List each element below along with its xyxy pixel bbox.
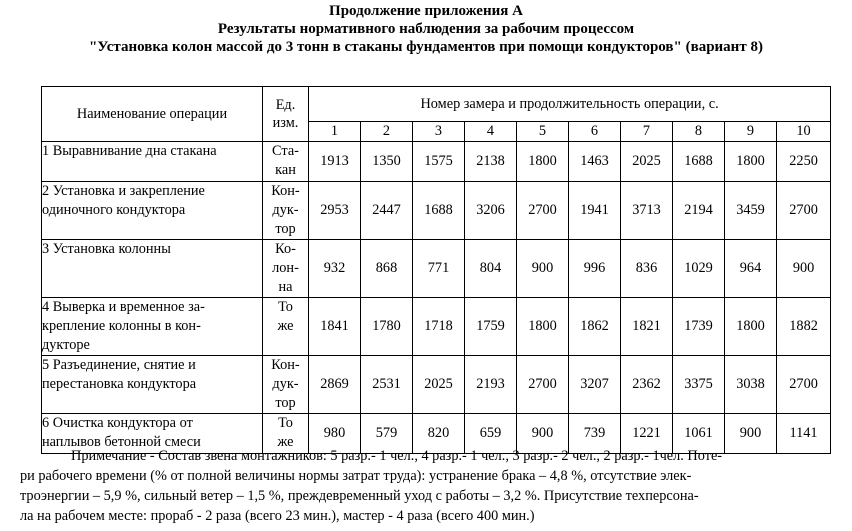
measurement-number: 8 xyxy=(673,122,725,142)
measurement-number: 4 xyxy=(465,122,517,142)
observation-table xyxy=(41,86,831,454)
duration-value: 1913 xyxy=(309,142,361,182)
duration-value: 1141 xyxy=(777,414,831,454)
duration-value: 964 xyxy=(725,240,777,298)
unit-of-measure: То же xyxy=(263,414,309,454)
duration-value: 1739 xyxy=(673,298,725,356)
duration-value: 900 xyxy=(517,414,569,454)
duration-value: 1862 xyxy=(569,298,621,356)
duration-value: 1688 xyxy=(413,182,465,240)
measurement-number: 5 xyxy=(517,122,569,142)
table-row xyxy=(42,240,831,298)
duration-value: 3038 xyxy=(725,356,777,414)
duration-value: 2531 xyxy=(361,356,413,414)
duration-value: 771 xyxy=(413,240,465,298)
duration-value: 900 xyxy=(725,414,777,454)
measurement-number: 2 xyxy=(361,122,413,142)
unit-of-measure: Кон- дук- тор xyxy=(263,182,309,240)
unit-of-measure: Ко- лон- на xyxy=(263,240,309,298)
duration-value: 996 xyxy=(569,240,621,298)
operation-name: 6 Очистка кондуктора от наплывов бетонной смеси xyxy=(42,414,263,454)
duration-value: 900 xyxy=(517,240,569,298)
duration-value: 3713 xyxy=(621,182,673,240)
duration-value: 1061 xyxy=(673,414,725,454)
duration-value: 3206 xyxy=(465,182,517,240)
duration-value: 659 xyxy=(465,414,517,454)
table-row xyxy=(42,298,831,356)
table-body xyxy=(42,142,831,454)
duration-value: 1941 xyxy=(569,182,621,240)
operation-name: 2 Установка и закрепление одиночного кондуктора xyxy=(42,182,263,240)
duration-value: 1780 xyxy=(361,298,413,356)
duration-value: 1029 xyxy=(673,240,725,298)
duration-value: 1759 xyxy=(465,298,517,356)
duration-value: 2025 xyxy=(621,142,673,182)
duration-value: 2362 xyxy=(621,356,673,414)
operation-name: 4 Выверка и временное за- крепление колонны в кон- дукторе xyxy=(42,298,263,356)
appendix-continuation-title: Продолжение приложения А xyxy=(329,3,523,19)
duration-value: 1688 xyxy=(673,142,725,182)
duration-value: 1718 xyxy=(413,298,465,356)
note-line: троэнергии – 5,9 %, сильный ветер – 1,5 %, преждевременный уход с работы – 3,2 %. Присутствие техперсона- xyxy=(20,488,699,504)
duration-value: 2193 xyxy=(465,356,517,414)
duration-value: 932 xyxy=(309,240,361,298)
duration-value: 3375 xyxy=(673,356,725,414)
measurement-number: 10 xyxy=(777,122,831,142)
duration-value: 2447 xyxy=(361,182,413,240)
table-row xyxy=(42,142,831,182)
measurement-number: 1 xyxy=(309,122,361,142)
duration-value: 2138 xyxy=(465,142,517,182)
note-line: ла на рабочем месте: прораб - 2 раза (всего 23 мин.), мастер - 4 раза (всего 400 мин.) xyxy=(20,508,535,524)
unit-column-header: Ед. изм. xyxy=(263,87,309,142)
unit-of-measure: То же xyxy=(263,298,309,356)
duration-value: 900 xyxy=(777,240,831,298)
measurement-number: 9 xyxy=(725,122,777,142)
duration-value: 2953 xyxy=(309,182,361,240)
duration-value: 1800 xyxy=(725,142,777,182)
table-row xyxy=(42,182,831,240)
duration-value: 1221 xyxy=(621,414,673,454)
measurement-number: 7 xyxy=(621,122,673,142)
duration-value: 2869 xyxy=(309,356,361,414)
results-title: Результаты нормативного наблюдения за рабочим процессом xyxy=(217,21,635,37)
unit-of-measure: Кон- дук- тор xyxy=(263,356,309,414)
operation-name: 3 Установка колонны xyxy=(42,240,263,298)
measurement-column-header: Номер замера и продолжительность операции, с. xyxy=(309,87,831,122)
duration-value: 739 xyxy=(569,414,621,454)
duration-value: 3459 xyxy=(725,182,777,240)
duration-value: 3207 xyxy=(569,356,621,414)
duration-value: 1463 xyxy=(569,142,621,182)
table-row xyxy=(42,356,831,414)
measurement-number: 6 xyxy=(569,122,621,142)
duration-value: 2194 xyxy=(673,182,725,240)
duration-value: 1350 xyxy=(361,142,413,182)
duration-value: 820 xyxy=(413,414,465,454)
note-line: ри рабочего времени (% от полной величины нормы затрат труда): устранение брака – 4,8 %, отсутствие элек- xyxy=(20,468,692,484)
operation-name: 5 Разъединение, снятие и перестановка кондуктора xyxy=(42,356,263,414)
duration-value: 2700 xyxy=(517,182,569,240)
duration-value: 1800 xyxy=(725,298,777,356)
note-paragraph xyxy=(20,446,830,526)
measurement-number: 3 xyxy=(413,122,465,142)
note-line: Примечание - Состав звена монтажников: 5 разр.- 1 чел., 4 разр.- 1 чел., 3 разр.- 2 чел., 2 разр.- 1чел. Поте- xyxy=(71,448,723,464)
duration-value: 2025 xyxy=(413,356,465,414)
duration-value: 1882 xyxy=(777,298,831,356)
duration-value: 2250 xyxy=(777,142,831,182)
duration-value: 1575 xyxy=(413,142,465,182)
duration-value: 980 xyxy=(309,414,361,454)
operation-column-header: Наименование операции xyxy=(42,87,263,142)
duration-value: 2700 xyxy=(777,182,831,240)
duration-value: 804 xyxy=(465,240,517,298)
duration-value: 1821 xyxy=(621,298,673,356)
duration-value: 836 xyxy=(621,240,673,298)
operation-name: 1 Выравнивание дна стакана xyxy=(42,142,263,182)
duration-value: 579 xyxy=(361,414,413,454)
unit-of-measure: Ста- кан xyxy=(263,142,309,182)
duration-value: 2700 xyxy=(777,356,831,414)
duration-value: 1841 xyxy=(309,298,361,356)
duration-value: 1800 xyxy=(517,142,569,182)
duration-value: 2700 xyxy=(517,356,569,414)
duration-value: 1800 xyxy=(517,298,569,356)
process-title: "Установка колон массой до 3 тонн в стаканы фундаментов при помощи кондукторов" (вариант 8) xyxy=(89,39,763,55)
duration-value: 868 xyxy=(361,240,413,298)
